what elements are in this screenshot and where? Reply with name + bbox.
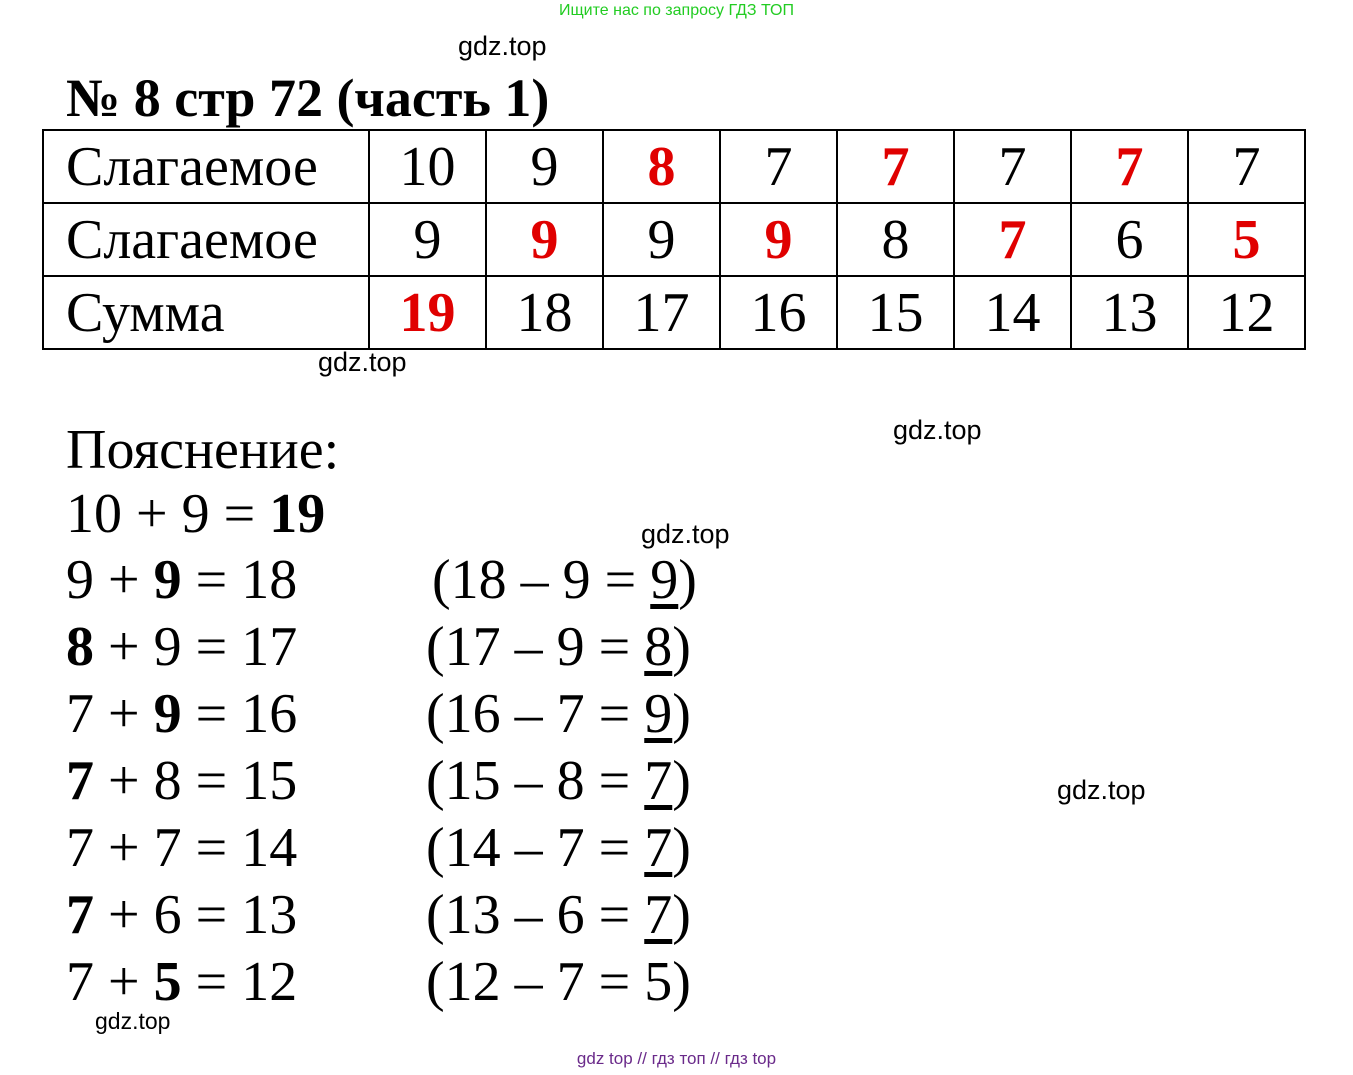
equation-line (66, 548, 697, 612)
subtrahend: 6 (556, 884, 585, 946)
difference: 7 (644, 750, 673, 812)
difference: 8 (644, 616, 673, 678)
minuend: 13 (444, 884, 501, 946)
subtrahend: 7 (556, 683, 585, 745)
equation: 7 + 9 = 16 (66, 683, 298, 745)
addend: 7 (66, 951, 94, 1013)
table-cell: 12 (1188, 276, 1305, 349)
equation: 7 + 5 = 12 (66, 951, 298, 1013)
addend: 8 (66, 616, 94, 678)
difference: 9 (650, 549, 679, 611)
subtrahend: 7 (556, 951, 585, 1013)
minuend: 18 (450, 549, 507, 611)
sum: 15 (241, 750, 298, 812)
table-cell: 15 (837, 276, 954, 349)
equation-line (66, 749, 691, 813)
watermark: gdz.top (893, 415, 982, 445)
table-cell: 5 (1188, 203, 1305, 276)
addend: 8 (153, 750, 182, 812)
difference: 7 (644, 817, 673, 879)
equation: 7 + 6 = 13 (66, 884, 298, 946)
watermark: gdz.top (318, 347, 407, 377)
table-cell: 7 (954, 130, 1071, 203)
table-cell: 9 (486, 203, 603, 276)
equation-line (66, 682, 691, 746)
table-cell: 8 (837, 203, 954, 276)
sum: 12 (241, 951, 298, 1013)
subtrahend: 7 (556, 817, 585, 879)
sum: 16 (241, 683, 298, 745)
addend: 9 (66, 549, 94, 611)
row-label: Слагаемое (43, 203, 369, 276)
table-cell: 6 (1071, 203, 1188, 276)
check-equation: (16 – 7 = 9) (426, 683, 691, 745)
table-cell: 7 (837, 130, 954, 203)
watermark: gdz.top (95, 1008, 171, 1034)
check-equation: (14 – 7 = 7) (426, 817, 691, 879)
addend: 7 (66, 750, 94, 812)
watermark: gdz.top (641, 519, 730, 549)
table-row (43, 130, 1305, 203)
minuend: 17 (444, 616, 501, 678)
difference: 7 (644, 884, 673, 946)
row-label: Сумма (43, 276, 369, 349)
addend: 9 (153, 683, 182, 745)
table-cell: 16 (720, 276, 837, 349)
equation-line (66, 816, 691, 880)
table-cell: 19 (369, 276, 486, 349)
addend: 9 (181, 483, 210, 545)
check-equation: (12 – 7 = 5) (426, 951, 691, 1013)
watermark: gdz.top (1057, 775, 1146, 805)
explanation-heading: Пояснение: (66, 419, 340, 481)
subtrahend: 9 (556, 616, 585, 678)
row-label: Слагаемое (43, 130, 369, 203)
table-cell: 10 (369, 130, 486, 203)
equation: 10 + 9 = 19 (66, 483, 326, 545)
addend: 6 (153, 884, 182, 946)
table-row (43, 276, 1305, 349)
difference: 5 (644, 951, 673, 1013)
sum: 13 (241, 884, 298, 946)
equation-line (66, 482, 362, 546)
table-row (43, 203, 1305, 276)
sum: 19 (269, 483, 326, 545)
addend: 9 (153, 549, 182, 611)
equation: 7 + 7 = 14 (66, 817, 298, 879)
addend: 5 (153, 951, 182, 1013)
table-cell: 9 (603, 203, 720, 276)
table-cell: 7 (720, 130, 837, 203)
addend: 9 (153, 616, 182, 678)
footer-banner: gdz top // гдз топ // гдз top (576, 1049, 777, 1068)
sum: 18 (241, 549, 298, 611)
check-equation: (15 – 8 = 7) (426, 750, 691, 812)
check-equation: (13 – 6 = 7) (426, 884, 691, 946)
difference: 9 (644, 683, 673, 745)
equation-line (66, 883, 691, 947)
table-cell: 7 (1188, 130, 1305, 203)
table-cell: 9 (369, 203, 486, 276)
addend: 10 (66, 483, 122, 545)
subtrahend: 9 (562, 549, 591, 611)
table-cell: 13 (1071, 276, 1188, 349)
table-cell: 7 (954, 203, 1071, 276)
table-cell: 14 (954, 276, 1071, 349)
equation: 8 + 9 = 17 (66, 616, 298, 678)
addend: 7 (66, 817, 94, 879)
equation-line (66, 950, 691, 1014)
table-cell: 7 (1071, 130, 1188, 203)
addend: 7 (66, 683, 94, 745)
equation: 7 + 8 = 15 (66, 750, 298, 812)
subtrahend: 8 (556, 750, 585, 812)
minuend: 14 (444, 817, 501, 879)
search-hint-banner: Ищите нас по запросу ГДЗ ТОП (559, 2, 794, 19)
equation-line (66, 615, 691, 679)
table-cell: 18 (486, 276, 603, 349)
table-cell: 8 (603, 130, 720, 203)
check-equation: (17 – 9 = 8) (426, 616, 691, 678)
page-title: № 8 стр 72 (часть 1) (66, 68, 550, 128)
table-cell: 9 (720, 203, 837, 276)
equation: 9 + 9 = 18 (66, 549, 298, 611)
minuend: 16 (444, 683, 501, 745)
watermark: gdz.top (458, 31, 547, 61)
addition-table (42, 129, 1306, 350)
sum: 17 (241, 616, 298, 678)
minuend: 12 (444, 951, 501, 1013)
table-cell: 9 (486, 130, 603, 203)
addend: 7 (66, 884, 94, 946)
addend: 7 (153, 817, 182, 879)
check-equation: (18 – 9 = 9) (432, 549, 697, 611)
table-cell: 17 (603, 276, 720, 349)
sum: 14 (241, 817, 298, 879)
minuend: 15 (444, 750, 501, 812)
